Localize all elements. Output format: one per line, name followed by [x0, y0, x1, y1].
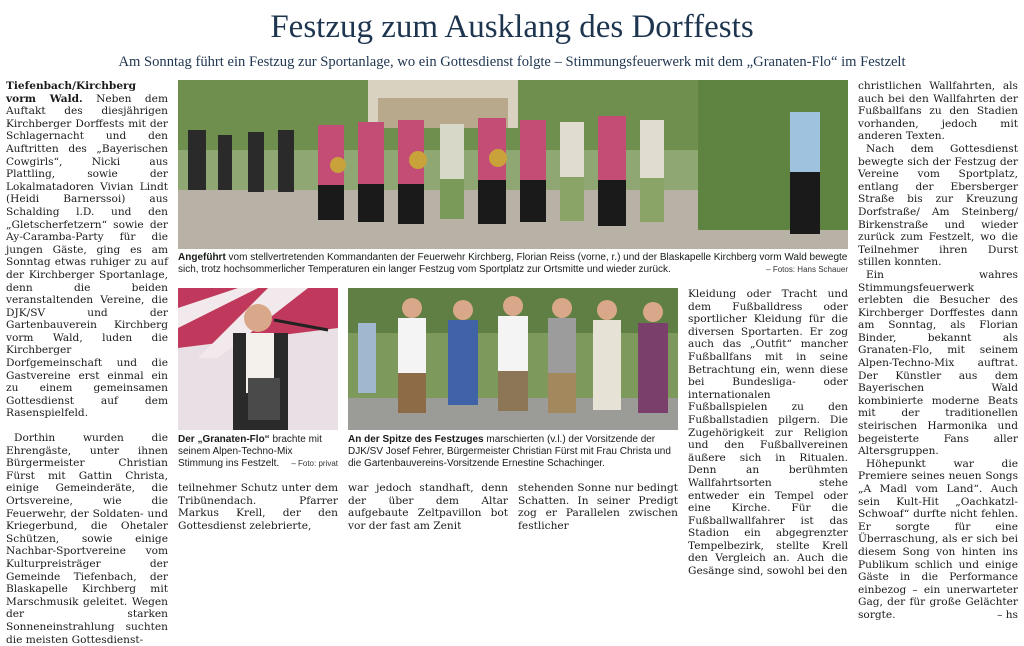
article-column-4 [518, 482, 678, 532]
article-column-5 [688, 288, 848, 578]
photo-granaten-flo [178, 288, 338, 430]
photo-left-credit: – Foto: privat [291, 459, 338, 468]
paragraph-festzug: Nach dem Gottesdienst bewegte sich der Festzug der Vereine vom Sportplatz, entlang der Ebersberger Straße bis zur Kreuzung Dorfstraße/ Am Steinberg/ Birkenstraße und wieder zurück zum Festzelt, wo die Teilnehmer ihren Durst stillen konnten. [858, 142, 1018, 269]
left-caption-lead: Der „Granaten-Flo“ [178, 434, 270, 445]
mid-caption-lead: An der Spitze des Festzuges [348, 434, 484, 445]
main-caption-lead: Angeführt [178, 252, 226, 263]
paragraph-column-5: Kleidung oder Tracht und dem Fußballdress oder sportlicher Kleidung für die diversen Sportarten. Er zog auch das „Outfit“ mancher Fußballfans mit in seine Betrachtung ein, wenn diese bei Bundesliga- oder internationalen Fußballspielen zu den Fußballstadien pilgern. Die Zugehörigkeit zur Religion und den Fußballvereinen äußere sich in Ritualen. Denn an berühmten Wallfahrtsorten stehe entweder ein Tempel oder eine Kirche. Für die Fußballwallfahrer ist das Stadion ein abgegrenzter Tempelbezirk, stellte Krell den Vergleich an. Auch die Gesänge sind, sowohl bei den [688, 288, 848, 578]
paragraph-wallfahrten: christlichen Wallfahrten, als auch bei den Wallfahrten der Fußballfans zu den Stadien vorhanden, jedoch mit anderen Texten. [858, 80, 1018, 143]
main-photo-parade [178, 80, 848, 249]
photo-festzug-spitze [348, 288, 678, 430]
left-caption-text: brachte mit seinem Alpen-Techno-Mix Stimmung ins Festzelt. [178, 434, 322, 469]
main-caption-text: vom stellvertretenden Kommandanten der Feuerwehr Kirchberg, Florian Reiss (vorne, r.) und der Blaskapelle Kirchberg vorm Wald bewegte sich, trotz hochsommerlicher Temperaturen ein langer Festzug vom Sportplatz zur Ortsmitte und wieder zurück. [178, 252, 848, 275]
paragraph-column-4: stehenden Sonne nur bedingt Schatten. In seiner Predigt zog er Parallelen zwischen festlicher [518, 482, 678, 532]
page-subheadline: Am Sonntag führt ein Festzug zur Sportanlage, wo ein Gottesdienst folgte – Stimmungsfeuerwerk mit dem „Granaten-Flo“ im Festzelt [118, 54, 906, 70]
paragraph-column-2: teilnehmer Schutz unter dem Tribünendach. Pfarrer Markus Krell, der den Gottesdienst zelebrierte, [178, 482, 338, 532]
paragraph-column-3: war jedoch standhaft, denn der über dem Altar aufgebaute Zeltpavillon bot vor der fast am Zenit [348, 482, 508, 532]
main-photo-caption [178, 252, 848, 278]
page-headline: Festzug zum Ausklang des Dorffests [270, 9, 754, 45]
article-column-6 [858, 80, 1018, 621]
author-signoff: – hs [997, 608, 1018, 621]
article-column-3 [348, 482, 508, 532]
paragraph-intro: Neben dem Auftakt des diesjährigen Kirchberger Dorffests mit der Schlagernacht und den Auftritten des „Bayerischen Cowgirls“, Nicki aus Plattling, sowie der Lokalmatadoren Vivian Lindt (Heidi Barnerssoi) aus Schalding l.D. und den „Gletscherfetzern“ sowie der Ay-Caramba-Party für die jungen Gäste, ging es am Sonntag etwas ruhiger zu auf der Kirchberger Sportanlage, denn die beiden veranstaltenden Vereine, die DJK/SV und der Gartenbauverein Kirchberg vorm Wald, luden die Kirchberger Dorfgemeinschaft und die Gastvereine erst einmal ein zu einem gemeinsamen Gottesdienst auf dem Rasenspielfeld. [6, 92, 168, 420]
dateline: Tiefenbach/Kirchberg vorm Wald. [6, 80, 137, 105]
photo-mid-caption [348, 434, 678, 472]
article-column-2 [178, 482, 338, 532]
paragraph-guests: Dorthin wurden die Ehrengäste, unter ihnen Bürgermeister Christian Fürst mit Gattin Christa, einige Gemeinderäte, die Ortsvereine, wie die Feuerwehr, der Soldaten- und Kriegerbund, die Ohetaler Schützen, sowie einige Nachbar-Sportvereine vom Kulturpreisträger der Gemeinde Tiefenbach, der Blaskapelle Kirchberg mit Marschmusik geleitet. Wegen der starken Sonneneinstrahlung suchten die meisten Gottesdienst- [6, 432, 168, 646]
article-column-1 [6, 80, 168, 646]
photo-credit: – Fotos: Hans Schauer [766, 265, 848, 274]
mid-caption-text: marschierten (v.l.) der Vorsitzende der DJK/SV Josef Fehrer, Bürgermeister Christian Fürst mit Frau Christa und die Gartenbauvereins-Vorsitzende Ernestine Schachinger. [348, 434, 671, 469]
paragraph-stimmung: Ein wahres Stimmungsfeuerwerk erlebten die Besucher des Kirchberger Dorffestes dann am Sonntag, als Florian Binder, bekannt als Granaten-Flo, mit seinem Alpen-Techno-Mix auftrat. Der Künstler aus dem Bayerischen Wald kombinierte moderne Beats mit der traditionellen steirischen Harmonika und begeisterte Fans aller Altersgruppen. [858, 268, 1018, 458]
photo-left-caption [178, 434, 338, 472]
paragraph-hoehepunkt: Höhepunkt war die Premiere seines neuen Songs „A Madl vom Land“. Auch sein Kult-Hit „Oachkatzl-Schwoaf“ durfte nicht fehlen. Er sorgte für eine Überraschung, als er sich bei diesem Song von hinten ins Publikum schlich und einige Gäste in die Performance einbezog – ein unerwarteter Gag, der für große Gelächter sorgte. [858, 457, 1018, 621]
